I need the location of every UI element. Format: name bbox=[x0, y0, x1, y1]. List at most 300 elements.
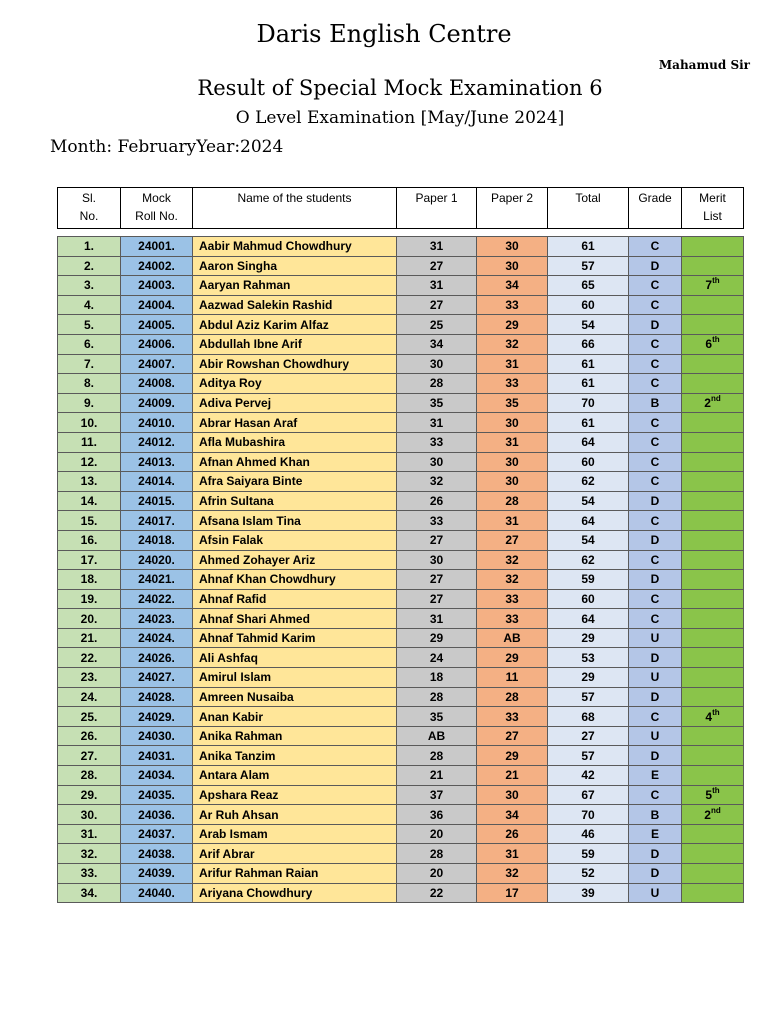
paper2-cell: 27 bbox=[477, 530, 548, 550]
grade-cell: C bbox=[629, 374, 682, 394]
paper1-cell: 31 bbox=[397, 276, 477, 296]
roll-cell: 24040. bbox=[121, 883, 193, 903]
serial-cell: 29. bbox=[58, 785, 121, 805]
paper2-cell: 30 bbox=[477, 452, 548, 472]
student-name-cell: Afsana Islam Tina bbox=[193, 511, 397, 531]
paper2-cell: 31 bbox=[477, 844, 548, 864]
header-roll-line1: Mock bbox=[142, 191, 171, 205]
exam-title: Result of Special Mock Examination 6 bbox=[197, 76, 603, 100]
total-cell: 61 bbox=[548, 237, 629, 257]
student-name-cell: Anan Kabir bbox=[193, 707, 397, 727]
paper2-cell: 29 bbox=[477, 648, 548, 668]
paper1-cell: 28 bbox=[397, 374, 477, 394]
table-row bbox=[58, 628, 744, 648]
serial-cell: 12. bbox=[58, 452, 121, 472]
grade-cell: U bbox=[629, 883, 682, 903]
merit-cell bbox=[682, 511, 744, 531]
grade-cell: C bbox=[629, 785, 682, 805]
total-cell: 64 bbox=[548, 511, 629, 531]
merit-cell bbox=[682, 883, 744, 903]
paper1-cell: 28 bbox=[397, 687, 477, 707]
total-cell: 66 bbox=[548, 334, 629, 354]
paper2-cell: 11 bbox=[477, 668, 548, 688]
merit-cell bbox=[682, 864, 744, 884]
student-name-cell: Abdullah Ibne Arif bbox=[193, 334, 397, 354]
results-table-header bbox=[57, 187, 744, 229]
student-name-cell: Afra Saiyara Binte bbox=[193, 472, 397, 492]
paper1-cell: 22 bbox=[397, 883, 477, 903]
table-row bbox=[58, 589, 744, 609]
serial-cell: 9. bbox=[58, 393, 121, 413]
grade-cell: C bbox=[629, 295, 682, 315]
table-row bbox=[58, 726, 744, 746]
serial-cell: 13. bbox=[58, 472, 121, 492]
table-row bbox=[58, 824, 744, 844]
grade-cell: C bbox=[629, 589, 682, 609]
paper2-cell: 34 bbox=[477, 276, 548, 296]
total-cell: 60 bbox=[548, 452, 629, 472]
exam-session: O Level Examination [May/June 2024] bbox=[235, 108, 565, 128]
total-cell: 70 bbox=[548, 393, 629, 413]
total-cell: 57 bbox=[548, 687, 629, 707]
roll-cell: 24030. bbox=[121, 726, 193, 746]
paper2-cell: 30 bbox=[477, 413, 548, 433]
student-name-cell: Afla Mubashira bbox=[193, 432, 397, 452]
roll-cell: 24029. bbox=[121, 707, 193, 727]
paper2-cell: 34 bbox=[477, 805, 548, 825]
student-name-cell: Abir Rowshan Chowdhury bbox=[193, 354, 397, 374]
student-name-cell: Apshara Reaz bbox=[193, 785, 397, 805]
merit-position: 2 bbox=[704, 396, 711, 411]
roll-cell: 24034. bbox=[121, 766, 193, 786]
serial-cell: 18. bbox=[58, 570, 121, 590]
paper2-cell: 30 bbox=[477, 472, 548, 492]
grade-cell: C bbox=[629, 237, 682, 257]
grade-cell: D bbox=[629, 687, 682, 707]
roll-cell: 24007. bbox=[121, 354, 193, 374]
serial-cell: 4. bbox=[58, 295, 121, 315]
student-name-cell: Ahnaf Shari Ahmed bbox=[193, 609, 397, 629]
paper2-cell: 27 bbox=[477, 726, 548, 746]
paper1-cell: 34 bbox=[397, 334, 477, 354]
paper1-cell: 30 bbox=[397, 354, 477, 374]
paper1-cell: 20 bbox=[397, 864, 477, 884]
merit-cell bbox=[682, 589, 744, 609]
serial-cell: 14. bbox=[58, 491, 121, 511]
merit-cell bbox=[682, 805, 744, 825]
serial-cell: 3. bbox=[58, 276, 121, 296]
serial-cell: 34. bbox=[58, 883, 121, 903]
serial-cell: 27. bbox=[58, 746, 121, 766]
header-merit bbox=[682, 188, 744, 229]
header-roll-line2: Roll No. bbox=[135, 209, 178, 223]
header-sl bbox=[58, 188, 121, 229]
total-cell: 39 bbox=[548, 883, 629, 903]
paper1-cell: 27 bbox=[397, 589, 477, 609]
student-name-cell: Arab Ismam bbox=[193, 824, 397, 844]
student-name-cell: Afsin Falak bbox=[193, 530, 397, 550]
student-name-cell: Ahnaf Khan Chowdhury bbox=[193, 570, 397, 590]
grade-cell: U bbox=[629, 668, 682, 688]
merit-cell bbox=[682, 766, 744, 786]
table-row bbox=[58, 844, 744, 864]
total-cell: 53 bbox=[548, 648, 629, 668]
roll-cell: 24038. bbox=[121, 844, 193, 864]
merit-cell bbox=[682, 315, 744, 335]
paper2-cell: 31 bbox=[477, 354, 548, 374]
paper2-cell: 29 bbox=[477, 746, 548, 766]
merit-cell bbox=[682, 491, 744, 511]
serial-cell: 10. bbox=[58, 413, 121, 433]
merit-cell bbox=[682, 609, 744, 629]
serial-cell: 2. bbox=[58, 256, 121, 276]
table-row bbox=[58, 472, 744, 492]
paper2-cell: 32 bbox=[477, 334, 548, 354]
grade-cell: C bbox=[629, 550, 682, 570]
paper2-cell: 21 bbox=[477, 766, 548, 786]
total-cell: 42 bbox=[548, 766, 629, 786]
roll-cell: 24020. bbox=[121, 550, 193, 570]
paper1-cell: 26 bbox=[397, 491, 477, 511]
paper1-cell: 27 bbox=[397, 295, 477, 315]
paper1-cell: 33 bbox=[397, 511, 477, 531]
paper1-cell: 27 bbox=[397, 256, 477, 276]
roll-cell: 24006. bbox=[121, 334, 193, 354]
table-row bbox=[58, 295, 744, 315]
student-name-cell: Ahnaf Tahmid Karim bbox=[193, 628, 397, 648]
student-name-cell: Abdul Aziz Karim Alfaz bbox=[193, 315, 397, 335]
paper2-cell: AB bbox=[477, 628, 548, 648]
total-cell: 60 bbox=[548, 589, 629, 609]
student-name-cell: Amreen Nusaiba bbox=[193, 687, 397, 707]
roll-cell: 24022. bbox=[121, 589, 193, 609]
paper2-cell: 26 bbox=[477, 824, 548, 844]
grade-cell: D bbox=[629, 746, 682, 766]
paper2-cell: 35 bbox=[477, 393, 548, 413]
grade-cell: D bbox=[629, 315, 682, 335]
merit-cell bbox=[682, 334, 744, 354]
merit-cell bbox=[682, 785, 744, 805]
merit-cell bbox=[682, 452, 744, 472]
table-row bbox=[58, 432, 744, 452]
serial-cell: 20. bbox=[58, 609, 121, 629]
paper1-cell: 21 bbox=[397, 766, 477, 786]
grade-cell: C bbox=[629, 276, 682, 296]
roll-cell: 24001. bbox=[121, 237, 193, 257]
total-cell: 57 bbox=[548, 746, 629, 766]
total-cell: 68 bbox=[548, 707, 629, 727]
paper1-cell: 31 bbox=[397, 413, 477, 433]
roll-cell: 24015. bbox=[121, 491, 193, 511]
student-name-cell: Afnan Ahmed Khan bbox=[193, 452, 397, 472]
roll-cell: 24014. bbox=[121, 472, 193, 492]
table-row bbox=[58, 315, 744, 335]
page-title: Daris English Centre bbox=[256, 20, 512, 48]
student-name-cell: Arifur Rahman Raian bbox=[193, 864, 397, 884]
header-name: Name of the students bbox=[193, 188, 397, 229]
roll-cell: 24005. bbox=[121, 315, 193, 335]
header-paper2: Paper 2 bbox=[477, 188, 548, 229]
table-row bbox=[58, 707, 744, 727]
merit-suffix: th bbox=[712, 785, 720, 795]
serial-cell: 16. bbox=[58, 530, 121, 550]
serial-cell: 24. bbox=[58, 687, 121, 707]
table-row bbox=[58, 374, 744, 394]
paper2-cell: 30 bbox=[477, 237, 548, 257]
total-cell: 54 bbox=[548, 530, 629, 550]
merit-cell bbox=[682, 432, 744, 452]
roll-cell: 24003. bbox=[121, 276, 193, 296]
table-row bbox=[58, 648, 744, 668]
paper1-cell: 27 bbox=[397, 530, 477, 550]
grade-cell: D bbox=[629, 570, 682, 590]
serial-cell: 11. bbox=[58, 432, 121, 452]
roll-cell: 24004. bbox=[121, 295, 193, 315]
grade-cell: C bbox=[629, 609, 682, 629]
merit-cell bbox=[682, 413, 744, 433]
total-cell: 59 bbox=[548, 570, 629, 590]
paper2-cell: 30 bbox=[477, 785, 548, 805]
results-table-body bbox=[58, 237, 744, 903]
paper1-cell: 28 bbox=[397, 746, 477, 766]
merit-suffix: nd bbox=[710, 394, 721, 404]
merit-cell bbox=[682, 530, 744, 550]
serial-cell: 31. bbox=[58, 824, 121, 844]
total-cell: 61 bbox=[548, 374, 629, 394]
serial-cell: 26. bbox=[58, 726, 121, 746]
grade-cell: C bbox=[629, 432, 682, 452]
paper2-cell: 28 bbox=[477, 491, 548, 511]
merit-position: 4 bbox=[705, 709, 713, 724]
merit-suffix: th bbox=[712, 335, 720, 345]
paper1-cell: 35 bbox=[397, 707, 477, 727]
merit-cell bbox=[682, 824, 744, 844]
paper1-cell: 30 bbox=[397, 452, 477, 472]
merit-suffix: th bbox=[712, 707, 720, 717]
merit-cell bbox=[682, 707, 744, 727]
header-paper1: Paper 1 bbox=[397, 188, 477, 229]
total-cell: 60 bbox=[548, 295, 629, 315]
merit-cell bbox=[682, 648, 744, 668]
merit-cell bbox=[682, 354, 744, 374]
roll-cell: 24017. bbox=[121, 511, 193, 531]
teacher-name: Mahamud Sir bbox=[658, 58, 750, 72]
merit-cell bbox=[682, 628, 744, 648]
table-row bbox=[58, 883, 744, 903]
merit-cell bbox=[682, 276, 744, 296]
grade-cell: C bbox=[629, 452, 682, 472]
table-row bbox=[58, 746, 744, 766]
table-row bbox=[58, 413, 744, 433]
roll-cell: 24037. bbox=[121, 824, 193, 844]
serial-cell: 21. bbox=[58, 628, 121, 648]
table-row bbox=[58, 766, 744, 786]
total-cell: 61 bbox=[548, 354, 629, 374]
roll-cell: 24018. bbox=[121, 530, 193, 550]
table-row bbox=[58, 393, 744, 413]
grade-cell: B bbox=[629, 393, 682, 413]
table-row bbox=[58, 256, 744, 276]
table-row bbox=[58, 334, 744, 354]
serial-cell: 8. bbox=[58, 374, 121, 394]
paper1-cell: 30 bbox=[397, 550, 477, 570]
serial-cell: 15. bbox=[58, 511, 121, 531]
paper1-cell: 27 bbox=[397, 570, 477, 590]
roll-cell: 24028. bbox=[121, 687, 193, 707]
merit-position: 7 bbox=[705, 278, 713, 293]
table-row bbox=[58, 491, 744, 511]
table-row bbox=[58, 237, 744, 257]
total-cell: 61 bbox=[548, 413, 629, 433]
roll-cell: 24010. bbox=[121, 413, 193, 433]
student-name-cell: Aabir Mahmud Chowdhury bbox=[193, 237, 397, 257]
merit-position: 2 bbox=[704, 807, 711, 822]
grade-cell: D bbox=[629, 844, 682, 864]
grade-cell: C bbox=[629, 334, 682, 354]
paper2-cell: 33 bbox=[477, 374, 548, 394]
serial-cell: 6. bbox=[58, 334, 121, 354]
merit-suffix: nd bbox=[710, 805, 721, 815]
paper2-cell: 32 bbox=[477, 550, 548, 570]
paper2-cell: 31 bbox=[477, 432, 548, 452]
student-name-cell: Anika Tanzim bbox=[193, 746, 397, 766]
month-year: Month: FebruaryYear:2024 bbox=[50, 137, 284, 157]
total-cell: 64 bbox=[548, 609, 629, 629]
merit-cell bbox=[682, 256, 744, 276]
header-grade: Grade bbox=[629, 188, 682, 229]
student-name-cell: Aazwad Salekin Rashid bbox=[193, 295, 397, 315]
header-merit-line2: List bbox=[703, 209, 722, 223]
serial-cell: 33. bbox=[58, 864, 121, 884]
serial-cell: 30. bbox=[58, 805, 121, 825]
table-row bbox=[58, 668, 744, 688]
grade-cell: B bbox=[629, 805, 682, 825]
total-cell: 62 bbox=[548, 550, 629, 570]
merit-cell bbox=[682, 746, 744, 766]
student-name-cell: Anika Rahman bbox=[193, 726, 397, 746]
table-row bbox=[58, 511, 744, 531]
grade-cell: D bbox=[629, 864, 682, 884]
paper1-cell: 20 bbox=[397, 824, 477, 844]
roll-cell: 24002. bbox=[121, 256, 193, 276]
roll-cell: 24023. bbox=[121, 609, 193, 629]
paper1-cell: 18 bbox=[397, 668, 477, 688]
paper1-cell: 25 bbox=[397, 315, 477, 335]
roll-cell: 24008. bbox=[121, 374, 193, 394]
grade-cell: C bbox=[629, 413, 682, 433]
student-name-cell: Abrar Hasan Araf bbox=[193, 413, 397, 433]
total-cell: 27 bbox=[548, 726, 629, 746]
table-row bbox=[58, 864, 744, 884]
merit-cell bbox=[682, 237, 744, 257]
total-cell: 46 bbox=[548, 824, 629, 844]
total-cell: 62 bbox=[548, 472, 629, 492]
serial-cell: 1. bbox=[58, 237, 121, 257]
merit-cell bbox=[682, 726, 744, 746]
roll-cell: 24013. bbox=[121, 452, 193, 472]
total-cell: 59 bbox=[548, 844, 629, 864]
total-cell: 29 bbox=[548, 628, 629, 648]
student-name-cell: Aaryan Rahman bbox=[193, 276, 397, 296]
paper2-cell: 29 bbox=[477, 315, 548, 335]
merit-suffix: th bbox=[712, 276, 720, 286]
student-name-cell: Ali Ashfaq bbox=[193, 648, 397, 668]
table-row bbox=[58, 354, 744, 374]
grade-cell: E bbox=[629, 824, 682, 844]
merit-cell bbox=[682, 295, 744, 315]
merit-position: 6 bbox=[705, 337, 713, 352]
paper2-cell: 33 bbox=[477, 295, 548, 315]
serial-cell: 25. bbox=[58, 707, 121, 727]
table-row bbox=[58, 805, 744, 825]
total-cell: 67 bbox=[548, 785, 629, 805]
paper1-cell: 24 bbox=[397, 648, 477, 668]
grade-cell: C bbox=[629, 354, 682, 374]
serial-cell: 5. bbox=[58, 315, 121, 335]
paper1-cell: 29 bbox=[397, 628, 477, 648]
merit-cell bbox=[682, 472, 744, 492]
serial-cell: 32. bbox=[58, 844, 121, 864]
grade-cell: D bbox=[629, 256, 682, 276]
paper1-cell: 36 bbox=[397, 805, 477, 825]
roll-cell: 24036. bbox=[121, 805, 193, 825]
total-cell: 70 bbox=[548, 805, 629, 825]
header-sl-line2: No. bbox=[79, 209, 99, 223]
student-name-cell: Afrin Sultana bbox=[193, 491, 397, 511]
results-table bbox=[57, 236, 744, 903]
grade-cell: D bbox=[629, 648, 682, 668]
paper1-cell: 32 bbox=[397, 472, 477, 492]
serial-cell: 22. bbox=[58, 648, 121, 668]
table-row bbox=[58, 550, 744, 570]
total-cell: 54 bbox=[548, 315, 629, 335]
paper1-cell: 37 bbox=[397, 785, 477, 805]
roll-cell: 24012. bbox=[121, 432, 193, 452]
grade-cell: D bbox=[629, 491, 682, 511]
serial-cell: 7. bbox=[58, 354, 121, 374]
merit-cell bbox=[682, 687, 744, 707]
student-name-cell: Antara Alam bbox=[193, 766, 397, 786]
paper2-cell: 33 bbox=[477, 589, 548, 609]
total-cell: 57 bbox=[548, 256, 629, 276]
student-name-cell: Aditya Roy bbox=[193, 374, 397, 394]
paper2-cell: 32 bbox=[477, 570, 548, 590]
grade-cell: U bbox=[629, 726, 682, 746]
merit-cell bbox=[682, 844, 744, 864]
roll-cell: 24009. bbox=[121, 393, 193, 413]
student-name-cell: Ahmed Zohayer Ariz bbox=[193, 550, 397, 570]
roll-cell: 24035. bbox=[121, 785, 193, 805]
grade-cell: C bbox=[629, 707, 682, 727]
grade-cell: U bbox=[629, 628, 682, 648]
grade-cell: C bbox=[629, 472, 682, 492]
paper2-cell: 28 bbox=[477, 687, 548, 707]
table-row bbox=[58, 609, 744, 629]
total-cell: 65 bbox=[548, 276, 629, 296]
total-cell: 64 bbox=[548, 432, 629, 452]
grade-cell: E bbox=[629, 766, 682, 786]
paper1-cell: 31 bbox=[397, 609, 477, 629]
paper1-cell: 35 bbox=[397, 393, 477, 413]
header-roll bbox=[121, 188, 193, 229]
paper2-cell: 32 bbox=[477, 864, 548, 884]
merit-cell bbox=[682, 570, 744, 590]
paper1-cell: 28 bbox=[397, 844, 477, 864]
header-total: Total bbox=[548, 188, 629, 229]
paper2-cell: 33 bbox=[477, 609, 548, 629]
roll-cell: 24021. bbox=[121, 570, 193, 590]
student-name-cell: Arif Abrar bbox=[193, 844, 397, 864]
